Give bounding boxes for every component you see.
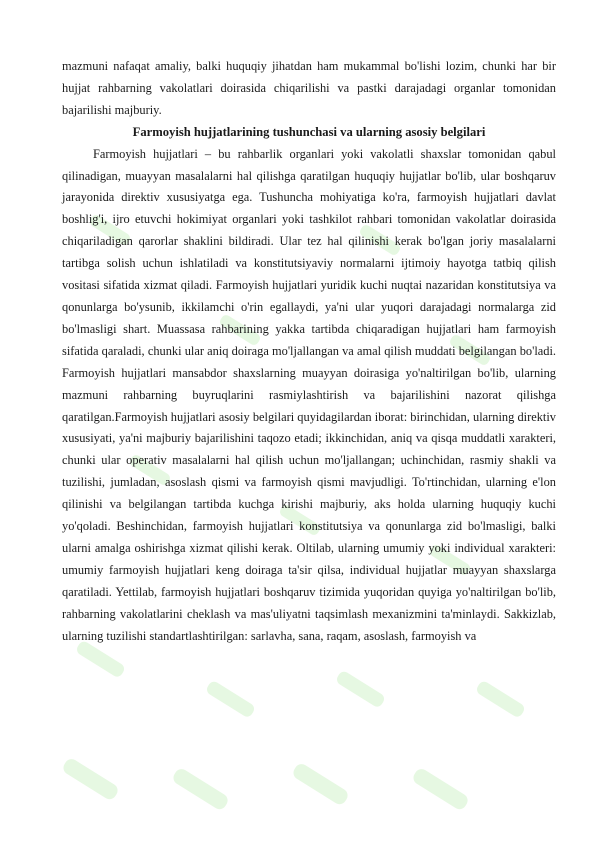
body-paragraph: Farmoyish hujjatlari – bu rahbarlik organlari yoki vakolatli shaxslar tomonidan qabul qilinadigan, muayyan masalalarni hal qilishga qaratilgan huquqiy hujjatlar bo'lib, ular boshqaruv jarayonida direktiv xususiyatga ega. Tushuncha mohiyatiga ko'ra, farmoyish hujjatlari davlat boshlig'i, ijro etuvchi hokimiyat organlari yoki tashkilot rahbari tomonidan vakolatlar doirasida chiqariladigan qarorlar shaklini bildiradi. Ular tez hal qilinishi kerak bo'lgan joriy masalalarni tartibga solish uchun ishlatiladi va konstitutsiyaviy normalarni ijtimoiy hayotga tatbiq qilish vositasi sifatida xizmat qiladi. Farmoyish hujjatlari yuridik kuchi nuqtai nazaridan konstitutsiya va qonunlarga bo'ysunib, ikkilamchi o'rin egallaydi, ya'ni ular yuqori darajadagi normalarga zid bo'lmasligi shart. Muassasa rahbarining yakka tartibda chiqaradigan hujjatlari ham farmoyish sifatida qaraladi, chunki ular aniq doiraga mo'ljallangan va amal qilish muddati belgilangan bo'ladi. Farmoyish hujjatlari mansabdor shaxslarning muayyan doirasiga yo'naltirilgan bo'lib, ularning mazmuni rahbarning buyruqlarini rasmiylashtirish va bajarilishini nazorat qilishga qaratilgan.Farmoyish hujjatlari asosiy belgilari quyidagilardan iborat: birinchidan, ularning direktiv xususiyati, ya'ni majburiy bajarilishini taqozo etadi; ikkinchidan, aniq va qisqa muddatli xarakteri, chunki ular operativ masalalarni hal qilish uchun mo'ljallangan; uchinchidan, rasmiy shakli va tuzilishi, jumladan, asoslash qismi va farmoyish qismi mavjudligi. To'rtinchidan, ularning e'lon qilinishi va belgilangan tartibda kuchga kirishi majburiy, aks holda ularning huquqiy kuchi yo'qoladi. Beshinchidan, farmoyish hujjatlari konstitutsiya va qonunlarga zid bo'lmasligi, balki ularni amalga oshirishga xizmat qilishi kerak. Oltilab, ularning umumiy yoki individual xarakteri: umumiy farmoyish hujjatlari keng doiraga ta'sir qilsa, individual hujjatlar muayyan shaxslarga qaratiladi. Yettilab, farmoyish hujjatlari boshqaruv tizimida yuqoridan quyiga yo'naltirilgan bo'lib, rahbarning vakolatlarini cheklash va mas'uliyatni taqsimlash mexanizmini ta'minlaydi. Sakkizlab, ularning tuzilishi standartlashtirilgan: sarlavha, sana, raqam, asoslash, farmoyish va: [62, 146, 556, 643]
intro-paragraph: mazmuni nafaqat amaliy, balki huquqiy jihatdan ham mukammal bo'lishi lozim, chunki har bir hujjat rahbarning vakolatlari doirasida chiqarilishi va pastki darajadagi organlar tomonidan bajarilishi majburiy.: [62, 59, 556, 117]
section-heading: Farmoyish hujjatlarining tushunchasi va ularning asosiy belgilari: [132, 124, 486, 139]
document-body: [62, 56, 556, 647]
